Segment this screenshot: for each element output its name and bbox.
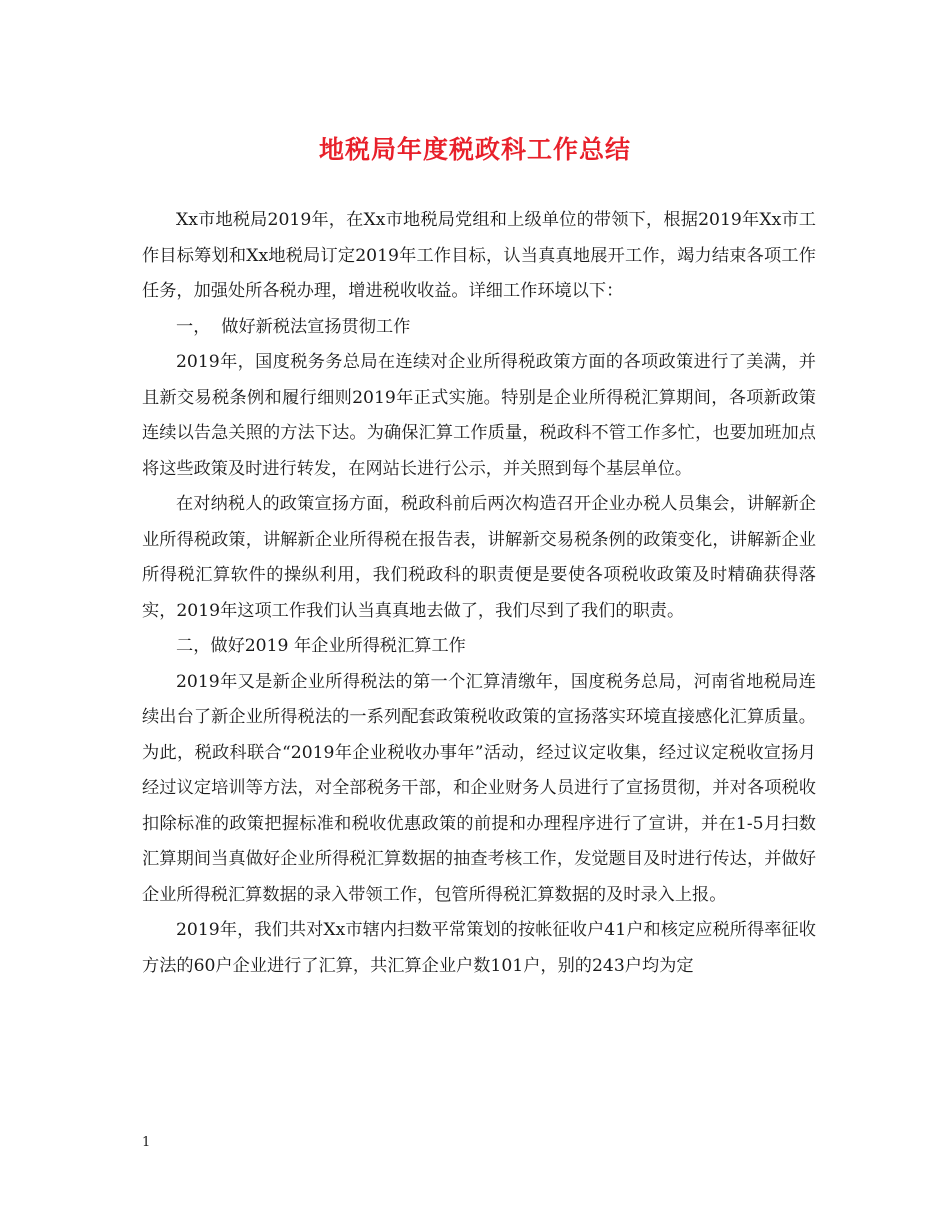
- paragraph: 在对纳税人的政策宣扬方面，税政科前后两次构造召开企业办税人员集会，讲解新企业所得税政策，讲解新企业所得税在报告表，讲解新交易税条例的政策变化，讲解新企业所得税汇算软件的操纵利用，我们税政科的职责便是要使各项税收政策及时精确获得落实，2019年这项工作我们认当真真地去做了，我们尽到了我们的职责。: [142, 494, 816, 621]
- paragraph: 2019年，国度税务务总局在连续对企业所得税政策方面的各项政策进行了美满，并且新交易税条例和履行细则2019年正式实施。特别是企业所得税汇算期间，各项新政策连续以告急关照的方法下达。为确保汇算工作质量，税政科不管工作多忙，也要加班加点将这些政策及时进行转发，在网站长进行公示，并关照到每个基层单位。: [142, 352, 816, 479]
- page-number: 1: [142, 1135, 151, 1150]
- paragraph: 2019年，我们共对Xx市辖内扫数平常策划的按帐征收户41户和核定应税所得率征收方法的60户企业进行了汇算，共汇算企业户数101户，别的243户均为定: [142, 920, 816, 976]
- section-heading-2: 二，做好2019 年企业所得税汇算工作: [176, 636, 466, 656]
- section-heading-1: 一， 做好新税法宣扬贯彻工作: [176, 316, 411, 337]
- document-title: 地税局年度税政科工作总结: [318, 135, 631, 164]
- paragraph-intro: Xx市地税局2019年，在Xx市地税局党组和上级单位的带领下，根据2019年Xx市工作目标筹划和Xx地税局订定2019年工作目标，认当真真地展开工作，竭力结束各项工作任务，加强处所各税办理，增进税收收益。详细工作环境以下：: [142, 210, 816, 301]
- document-body: [142, 203, 816, 984]
- paragraph: 2019年又是新企业所得税法的第一个汇算清缴年，国度税务总局，河南省地税局连续出台了新企业所得税法的一系列配套政策税收政策的宣扬落实环境直接感化汇算质量。为此，税政科联合“2019年企业税收办事年”活动，经过议定收集，经过议定税收宣扬月经过议定培训等方法，对全部税务干部，和企业财务人员进行了宣扬贯彻，并对各项税收扣除标准的政策把握标准和税收优惠政策的前提和办理程序进行了宣讲，并在1-5月扫数汇算期间当真做好企业所得税汇算数据的抽查考核工作，发觉题目及时进行传达，并做好企业所得税汇算数据的录入带领工作，包管所得税汇算数据的及时录入上报。: [142, 671, 816, 905]
